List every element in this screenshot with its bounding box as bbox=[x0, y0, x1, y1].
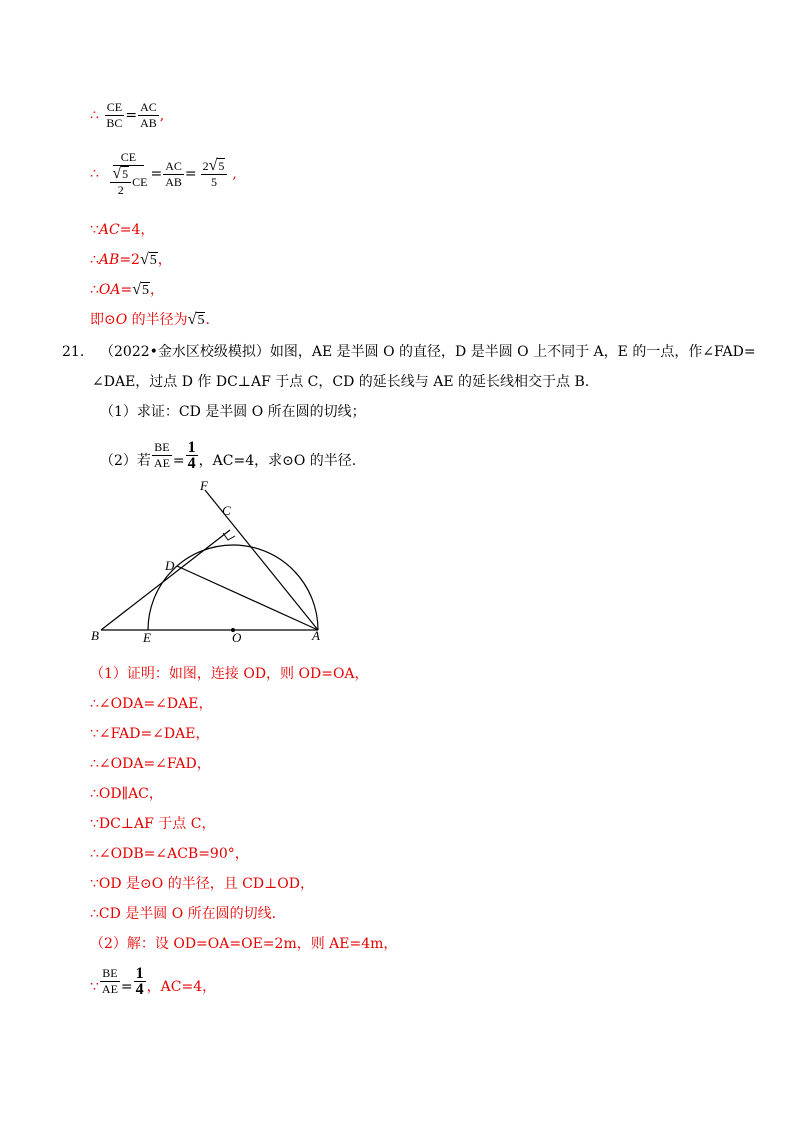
solution-line-2: ∴∠ODA=∠DAE， bbox=[90, 696, 213, 712]
label-a: A bbox=[312, 628, 320, 643]
solution-line-4: ∴∠ODA=∠FAD， bbox=[90, 756, 211, 772]
label-d: D bbox=[165, 558, 175, 573]
solution-line-11: ∵ $\frac{BE}{AE}$ = $\frac{1}{4}$ ，AC=4， bbox=[90, 965, 217, 998]
solution-line-6: ∵DC⊥AF 于点 C， bbox=[90, 816, 216, 832]
fraction-ac-ab: $\frac{AC}{AB}$ bbox=[140, 100, 157, 130]
problem-text-line-2: ∠DAE，过点 D 作 DC⊥AF 于点 C，CD 的延长线与 AE 的延长线相交于点 B. bbox=[92, 374, 590, 390]
therefore-symbol: ∴ bbox=[90, 107, 99, 124]
solution-line-5: ∴OD∥AC， bbox=[90, 786, 163, 802]
problem-part-1: （1）求证：CD 是半圆 O 所在圆的切线； bbox=[100, 404, 366, 420]
solution-line-7: ∴∠ODB=∠ACB=90°， bbox=[90, 846, 249, 862]
solution-line-10: （2）解：设 OD=OA=OE=2m，则 AE=4m， bbox=[90, 936, 398, 952]
oa-value-line: ∴OA=√5， bbox=[90, 281, 165, 298]
label-o: O bbox=[232, 630, 242, 645]
problem-text-line-1: （2022•金水区校级模拟）如图，AE 是半圆 O 的直径，D 是半圆 O 上不同于 A，E 的一点，作∠FAD= bbox=[100, 344, 756, 360]
geometry-figure bbox=[85, 478, 335, 648]
therefore-symbol: ∴ bbox=[90, 166, 99, 182]
label-f: F bbox=[200, 478, 208, 493]
ratio-line-1: ∴ $\frac{CE}{BC}$ = $\frac{AC}{AB}$ , bbox=[90, 100, 165, 130]
label-b: B bbox=[91, 628, 99, 643]
problem-part-2: （2）若 $\frac{BE}{AE}$ = $\frac{1}{4}$ ，AC=4，求⊙O 的半径. bbox=[100, 439, 357, 472]
fraction-2root5-5: $\frac{2√5}{5}$ bbox=[201, 158, 228, 190]
solution-line-3: ∵∠FAD=∠DAE， bbox=[90, 726, 210, 742]
fraction-ce-bc: $\frac{CE}{BC}$ bbox=[106, 100, 123, 130]
ratio-line-2: ∴ CE $\frac{√5}{2}$ CE = $\frac{AC}{AB}$ = $\frac{2√5}{5}$ , bbox=[90, 150, 237, 197]
line-bc bbox=[101, 530, 230, 630]
solution-line-8: ∵OD 是⊙O 的半径，且 CD⊥OD， bbox=[90, 876, 314, 892]
line-ad bbox=[177, 566, 318, 630]
solution-line-9: ∴CD 是半圆 O 所在圆的切线. bbox=[90, 906, 277, 922]
complex-fraction: CE $\frac{√5}{2}$ CE bbox=[112, 150, 148, 197]
label-e: E bbox=[143, 630, 151, 645]
ab-value-line: ∴AB=2√5， bbox=[90, 251, 172, 268]
fraction-ac-ab: $\frac{AC}{AB}$ bbox=[165, 158, 182, 189]
label-c: C bbox=[222, 503, 231, 518]
problem-number: 21. bbox=[62, 344, 85, 360]
solution-line-1: （1）证明：如图，连接 OD，则 OD=OA， bbox=[90, 666, 369, 682]
radius-conclusion-line: 即⊙O 的半径为√5. bbox=[90, 311, 210, 328]
given-ac-line: ∵AC=4， bbox=[90, 222, 155, 238]
